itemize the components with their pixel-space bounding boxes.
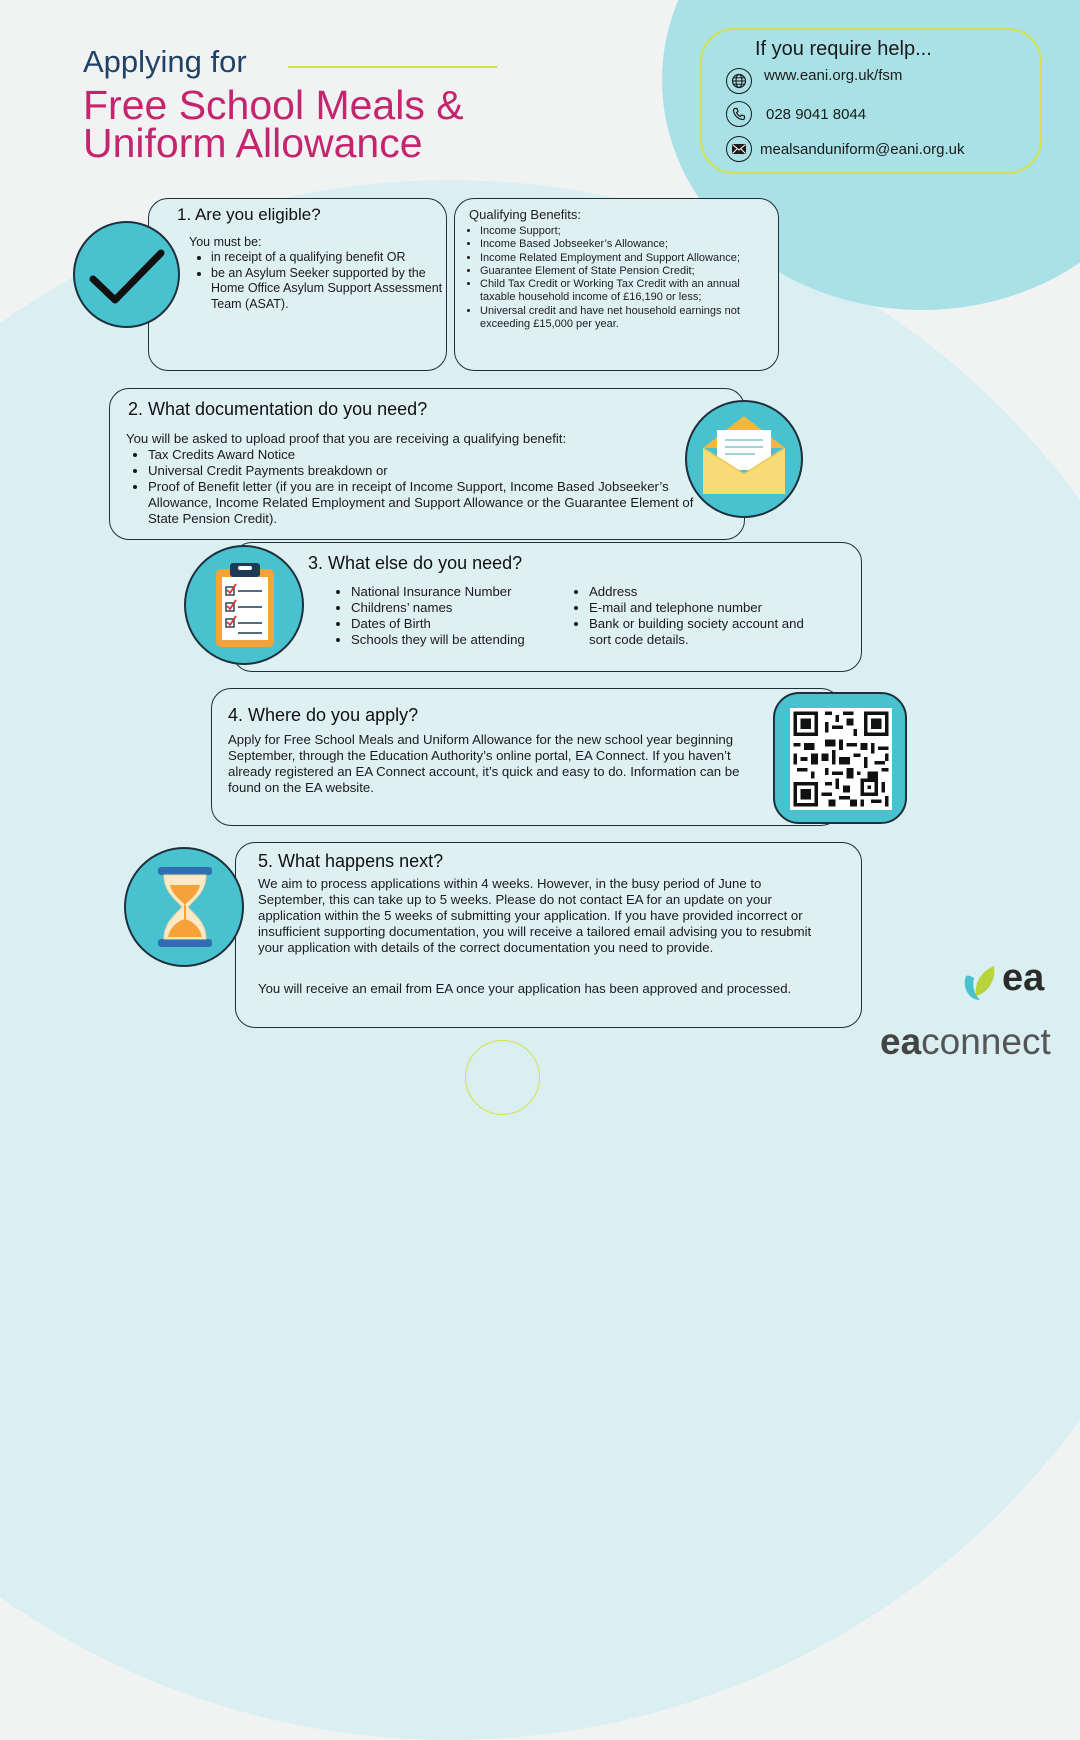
list-item: • Universal Credit Payments breakdown or xyxy=(148,463,698,479)
list-item: • Proof of Benefit letter (if you are in receipt of Income Support, Income Based Jobseeker’s Allowance, Income Related Employment and Support Allowance or the Guarantee Element of State Pension Credit). xyxy=(148,479,698,527)
list-item: • in receipt of a qualifying benefit OR xyxy=(211,250,451,266)
requirements-list-right xyxy=(567,584,829,648)
qr-code-frame[interactable] xyxy=(773,692,907,824)
checkmark-badge xyxy=(73,221,180,328)
list-item: • Guarantee Element of State Pension Credit; xyxy=(480,265,772,278)
requirements-list-left xyxy=(329,584,586,648)
where-to-apply-body: Apply for Free School Meals and Uniform Allowance for the new school year beginning September, through the Education Authority’s online portal, EA Connect. If you haven’t already registered an EA Connect account, it’s quick and easy to do. Information can be found on the EA website. xyxy=(228,732,740,795)
ea-leaf-icon xyxy=(962,962,1000,1004)
list-item: • be an Asylum Seeker supported by the Home Office Asylum Support Assessment Team (ASAT). xyxy=(211,266,451,313)
page-title-line1: Free School Meals & xyxy=(83,82,464,128)
envelope-icon xyxy=(687,402,801,516)
where-to-apply-card xyxy=(211,688,841,826)
eaconnect-logo-ea: ea xyxy=(880,1021,922,1062)
next-steps-paragraph-2: You will receive an email from EA once your application has been approved and processed. xyxy=(258,981,792,996)
next-steps-heading: 5. What happens next? xyxy=(258,851,444,871)
next-steps-card xyxy=(235,842,862,1028)
help-email-row[interactable] xyxy=(726,136,965,162)
ea-logo-text: ea xyxy=(1002,957,1045,999)
help-email-link[interactable]: mealsanduniform@eani.org.uk xyxy=(760,140,965,158)
help-title: If you require help... xyxy=(755,38,932,60)
hourglass-badge xyxy=(124,847,244,967)
list-item: • Dates of Birth xyxy=(351,616,586,632)
list-item: • Income Based Jobseeker’s Allowance; xyxy=(480,238,772,251)
eligibility-intro: You must be: xyxy=(189,235,262,249)
clipboard-checklist-icon xyxy=(186,547,302,663)
background-bottom-ring xyxy=(465,1040,540,1115)
documentation-intro: You will be asked to upload proof that you are receiving a qualifying benefit: xyxy=(126,431,567,446)
pre-title: Applying for xyxy=(83,44,247,79)
where-to-apply-heading: 4. Where do you apply? xyxy=(228,705,419,725)
list-item: • Child Tax Credit or Working Tax Credit with an annual taxable household income of £16,190 or less; xyxy=(480,278,772,305)
title-divider xyxy=(288,66,497,68)
documentation-card xyxy=(109,388,745,540)
list-item: • Bank or building society account and sort code details. xyxy=(589,616,829,648)
hourglass-icon xyxy=(126,849,242,965)
list-item: • Schools they will be attending xyxy=(351,632,586,648)
next-steps-paragraph-1: We aim to process applications within 4 weeks. However, in the busy period of June to September, this can take up to 5 weeks. Please do not contact EA for an update on your application within the 5 weeks of submitting your application. If you have provided incorrect or insufficient supporting documentation, you will receive a tailored email advising you to resubmit your application with details of the correct documentation you need to provide. xyxy=(258,876,812,955)
list-item: • E-mail and telephone number xyxy=(589,600,829,616)
checkmark-icon xyxy=(75,223,178,326)
list-item: • National Insurance Number xyxy=(351,584,586,600)
list-item: • Income Related Employment and Support Allowance; xyxy=(480,252,772,265)
page-title-line2: Uniform Allowance xyxy=(83,120,423,166)
qr-code-icon[interactable] xyxy=(790,708,892,810)
qualifying-benefits-heading: Qualifying Benefits: xyxy=(469,207,582,222)
list-item: • Childrens’ names xyxy=(351,600,586,616)
envelope-badge xyxy=(685,400,803,518)
list-item: • Address xyxy=(589,584,829,600)
eligibility-list xyxy=(189,250,451,312)
eaconnect-logo-connect: connect xyxy=(921,1021,1051,1062)
requirements-card xyxy=(232,542,862,672)
qualifying-benefits-list xyxy=(465,225,772,331)
help-website-link[interactable]: www.eani.org.uk/fsm xyxy=(764,66,903,84)
list-item: • Tax Credits Award Notice xyxy=(148,447,698,463)
help-phone-number[interactable]: 028 9041 8044 xyxy=(766,105,867,123)
documentation-list xyxy=(126,447,698,527)
phone-icon xyxy=(726,101,752,127)
eligibility-card xyxy=(148,198,447,371)
documentation-heading: 2. What documentation do you need? xyxy=(128,399,428,419)
list-item: • Universal credit and have net household earnings not exceeding £15,000 per year. xyxy=(480,305,772,332)
help-box xyxy=(700,28,1042,174)
eaconnect-logo xyxy=(880,1020,1051,1064)
mail-icon xyxy=(726,136,752,162)
globe-icon xyxy=(726,68,752,94)
eligibility-heading: 1. Are you eligible? xyxy=(177,205,321,224)
qualifying-benefits-card xyxy=(454,198,779,371)
requirements-heading: 3. What else do you need? xyxy=(308,553,523,573)
help-phone-row[interactable] xyxy=(726,101,866,127)
list-item: • Income Support; xyxy=(480,225,772,238)
help-website-row[interactable] xyxy=(726,68,902,94)
clipboard-badge xyxy=(184,545,304,665)
